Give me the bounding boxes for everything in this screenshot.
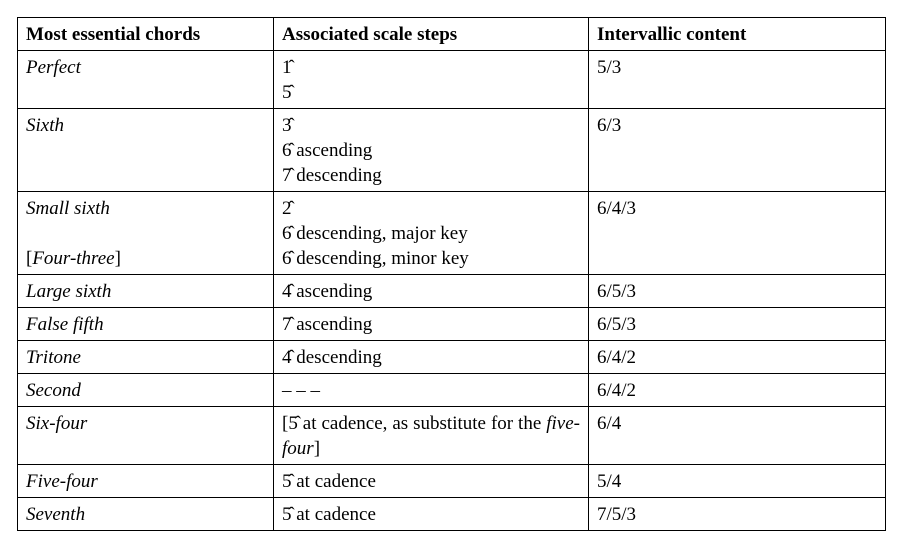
table-row (18, 308, 886, 341)
table-row (18, 109, 886, 192)
chord-name: Sixth (26, 115, 64, 136)
table-row (18, 407, 886, 465)
scale-steps-cell (274, 407, 589, 465)
scale-step: 3̂ (282, 115, 292, 136)
intervallic-content-cell: 6/3 (589, 109, 886, 192)
intervallic-content-cell: 5/4 (589, 465, 886, 498)
chord-name-cell (18, 308, 274, 341)
chord-alt-name-text: Four-three (32, 248, 115, 269)
scale-step: 7̂ descending (282, 165, 382, 186)
chord-name: Small sixth (26, 198, 110, 219)
chord-alt-name: [Four-three] (26, 248, 121, 269)
scale-step: 5̂ at cadence (282, 471, 376, 492)
intervallic-content-cell: 6/4/2 (589, 374, 886, 407)
scale-steps-cell (274, 192, 589, 275)
spacer (26, 221, 265, 246)
scale-step: 5̂ (282, 82, 292, 103)
header-row (18, 18, 886, 51)
scale-steps-cell (274, 498, 589, 531)
table-row (18, 465, 886, 498)
scale-step: 6̂ descending, minor key (282, 248, 469, 269)
scale-step-text: [5̂ at cadence, as substitute for the (282, 413, 547, 434)
chord-name: Seventh (26, 504, 86, 525)
intervallic-content-cell: 6/4 (589, 407, 886, 465)
scale-step: 6̂ ascending (282, 140, 373, 161)
scale-steps-cell (274, 465, 589, 498)
scale-step: 5̂ at cadence (282, 504, 376, 525)
scale-step (282, 411, 580, 461)
scale-step: 7̂ ascending (282, 314, 373, 335)
chord-name-cell (18, 498, 274, 531)
chord-name-cell (18, 51, 274, 109)
chord-name: False fifth (26, 314, 104, 335)
chord-name-cell (18, 407, 274, 465)
table-row (18, 192, 886, 275)
table-row (18, 341, 886, 374)
scale-steps-cell (274, 374, 589, 407)
chord-name: Five-four (26, 471, 98, 492)
intervallic-content-cell: 6/5/3 (589, 308, 886, 341)
scale-step: 2̂ (282, 198, 292, 219)
chord-name: Large sixth (26, 281, 112, 302)
table-row (18, 498, 886, 531)
scale-steps-cell (274, 109, 589, 192)
header-chords: Most essential chords (18, 18, 274, 51)
chord-name-cell (18, 275, 274, 308)
intervallic-content-cell: 6/4/2 (589, 341, 886, 374)
chord-name-cell (18, 374, 274, 407)
table-row (18, 51, 886, 109)
scale-steps-cell (274, 308, 589, 341)
header-scale-steps: Associated scale steps (274, 18, 589, 51)
scale-steps-cell (274, 51, 589, 109)
scale-step: 1̂ (282, 57, 292, 78)
scale-step: 4̂ descending (282, 347, 382, 368)
chord-table (17, 17, 886, 531)
intervallic-content-cell: 5/3 (589, 51, 886, 109)
chord-name-cell (18, 192, 274, 275)
scale-step-text-end: ] (313, 438, 321, 459)
scale-steps-cell (274, 275, 589, 308)
scale-step: 6̂ descending, major key (282, 223, 468, 244)
chord-name: Six-four (26, 413, 88, 434)
scale-steps-cell (274, 341, 589, 374)
intervallic-content-cell: 6/4/3 (589, 192, 886, 275)
intervallic-content-cell: 6/5/3 (589, 275, 886, 308)
chord-name-cell (18, 109, 274, 192)
intervallic-content-cell: 7/5/3 (589, 498, 886, 531)
chord-name: Perfect (26, 57, 81, 78)
table-row (18, 374, 886, 407)
scale-step: – – – (282, 380, 320, 401)
chord-name: Second (26, 380, 81, 401)
chord-name: Tritone (26, 347, 81, 368)
scale-step-italic: five-four (282, 413, 580, 459)
scale-step: 4̂ ascending (282, 281, 373, 302)
chord-name-cell (18, 341, 274, 374)
chord-name-cell (18, 465, 274, 498)
table-row (18, 275, 886, 308)
header-intervallic-content: Intervallic content (589, 18, 886, 51)
